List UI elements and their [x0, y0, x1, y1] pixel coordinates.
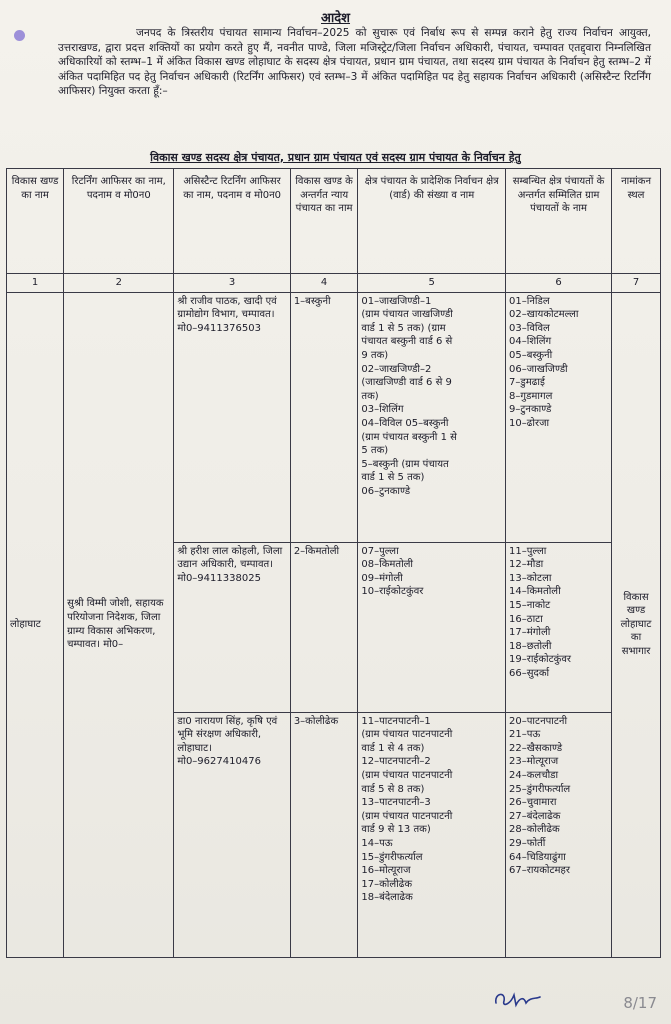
ward-line: तक): [361, 390, 379, 402]
bullet-dot: [14, 30, 25, 41]
village-line: 19–राईकोटकुंवर: [509, 654, 571, 666]
ward-line: वार्ड 9 से 13 तक): [361, 824, 431, 836]
ward-line: 08–किमतोली: [361, 559, 414, 571]
ward-line: (ग्राम पंचायत पाटनपाटनी: [361, 729, 453, 741]
village-line: 66–सुदर्का: [509, 667, 550, 679]
village-line: 05–बस्कुनी: [509, 349, 553, 361]
intro-line: पद हेतु सहायक निर्वाचन अधिकारी (असिस्टैन्ट रिटर्निंग आफिसर) नियुक्त करता हूँ:–: [58, 70, 651, 98]
aro-mobile: मो0–9411376503: [177, 322, 261, 334]
ward-line: 17–कोलीढेक: [361, 878, 413, 890]
ward-list-cell: [358, 292, 506, 542]
column-header: नामांकन स्थल: [612, 169, 661, 274]
village-line: 04–शिलिंग: [509, 336, 552, 348]
ward-line: 03–शिलिंग: [361, 404, 404, 416]
village-line: 14–किमतोली: [509, 586, 561, 598]
ward-line: 13–पाटनपाटनी–3: [361, 797, 431, 809]
signature: [490, 985, 550, 1011]
table-subheading: विकास खण्ड सदस्य क्षेत्र पंचायत, प्रधान ग्राम पंचायत एवं सदस्य ग्राम पंचायत के निर्वाचन हेतु: [150, 151, 521, 164]
village-line: 9–टुनकाण्डे: [509, 404, 552, 416]
column-number: 7: [612, 274, 661, 293]
village-line: 8–गुडमागल: [509, 390, 553, 402]
ward-line: पंचायत बस्कुनी वार्ड 6 से: [361, 336, 453, 348]
nomination-place-cell: विकास खण्ड लोहाघाट का सभागार: [612, 292, 661, 957]
village-line: 03–विविल: [509, 322, 550, 334]
village-line: 64–चिडियाढुंगा: [509, 851, 566, 863]
ward-line: 12–पाटनपाटनी–2: [361, 756, 431, 768]
ward-line: वार्ड 1 से 5 तक) (ग्राम: [361, 322, 446, 334]
village-line: 25–डुंगरीफर्त्याल: [509, 783, 571, 795]
ward-line: 06–टुनकाण्डे: [361, 485, 411, 497]
ward-line: (ग्राम पंचायत पाटनपाटनी: [361, 810, 453, 822]
officer-table: [6, 168, 661, 958]
village-line: 11–पुल्ला: [509, 545, 547, 557]
village-line: 22–खैसकाण्डे: [509, 742, 563, 754]
aro-cell: [174, 712, 290, 957]
intro-paragraph: [58, 26, 651, 99]
village-line: 15–नाकोट: [509, 599, 551, 611]
intro-line: कराने हेतु राज्य निर्वाचन आयुक्त, उत्तराखण्ड, द्वारा प्रदत्त शक्तियों का प्रयोग करते हुए मैं, नवनीत पाण्डे, जिला: [58, 27, 651, 54]
column-header: क्षेत्र पंचायत के प्रादेशिक निर्वाचन क्षेत्र (वार्ड) की संख्या व नाम: [358, 169, 506, 274]
ward-line: 01–जाखजिण्डी–1: [361, 295, 432, 307]
column-header: असिस्टैन्ट रिटर्निंग आफिसर का नाम, पदनाम व मो0न0: [174, 169, 290, 274]
column-header: विकास खण्ड का नाम: [7, 169, 64, 274]
aro-cell: [174, 542, 290, 712]
ward-line: (ग्राम पंचायत पाटनपाटनी: [361, 769, 453, 781]
column-number: 4: [290, 274, 358, 293]
column-number: 3: [174, 274, 290, 293]
ward-line: वार्ड 1 से 5 तक): [361, 472, 425, 484]
ward-line: 5 तक): [361, 445, 389, 457]
ward-list-cell: [358, 712, 506, 957]
village-line: 26–चुवामारा: [509, 797, 557, 809]
village-line: 20–पाटनपाटनी: [509, 715, 568, 727]
ward-line: 14–पऊ: [361, 837, 393, 849]
table-row: [7, 292, 661, 542]
ward-line: 15–डुंगरीफर्त्याल: [361, 851, 423, 863]
village-line: 02–खायकोटमल्ला: [509, 309, 579, 321]
village-line: 13–कोटला: [509, 572, 552, 584]
aro-name: श्री राजीव पाठक, खादी एवं ग्रामोद्योग विभाग, चम्पावत।: [177, 295, 277, 321]
village-line: 29–फोर्ती: [509, 837, 546, 849]
village-line: 21–पऊ: [509, 729, 541, 741]
ward-line: 18–बंदेलाढेक: [361, 892, 413, 904]
column-header: विकास खण्ड के अन्तर्गत न्याय पंचायत का नाम: [290, 169, 358, 274]
intro-line: जनपद के त्रिस्तरीय पंचायत सामान्य निर्वाचन–2025 को सुचारू एवं निर्बाध रूप से सम्पन्न: [136, 27, 508, 39]
village-line: 17–मंगोली: [509, 627, 551, 639]
ward-line: (जाखजिण्डी वार्ड 6 से 9: [361, 377, 452, 389]
aro-mobile: मो0–9411338025: [177, 572, 261, 584]
aro-name: श्री हरीश लाल कोहली, जिला उद्यान अधिकारी, चम्पावत।: [177, 545, 283, 571]
ward-line: 02–जाखजिण्डी–2: [361, 363, 432, 375]
village-line: 12–मौडा: [509, 559, 544, 571]
nyay-panchayat-cell: 2–किमतोली: [290, 542, 358, 712]
ward-line: 07–पुल्ला: [361, 545, 399, 557]
village-line: 27–बंदेलाढेक: [509, 810, 561, 822]
village-line: 01–निडिल: [509, 295, 550, 307]
ward-line: वार्ड 5 से 8 तक): [361, 783, 425, 795]
nyay-panchayat-cell: 3–कोलीढेक: [290, 712, 358, 957]
ward-line: 16–मोत्यूराज: [361, 865, 411, 877]
village-list-cell: [506, 542, 612, 712]
village-list-cell: [506, 292, 612, 542]
intro-line: विकास खण्ड लोहाघाट के सदस्य क्षेत्र पंचायत, प्रधान ग्राम पंचायत, तथा सदस्य ग्राम पंचायत के निर्वाचन हेतु: [195, 56, 605, 69]
village-line: 7–डुमढाई: [509, 377, 545, 389]
ward-line: 09–मंगोली: [361, 572, 403, 584]
page-indicator: 8/17: [623, 994, 657, 1012]
ward-line: (ग्राम पंचायत बस्कुनी 1 से: [361, 431, 457, 443]
nyay-panchayat-cell: 1–बस्कुनी: [290, 292, 358, 542]
village-line: 10–ढोरजा: [509, 417, 550, 429]
aro-name: डा0 नारायण सिंह, कृषि एवं भूमि संरक्षण अधिकारी, लोहाघाट।: [177, 715, 278, 754]
column-header: सम्बन्धित क्षेत्र पंचायतों के अन्तर्गत सम्मिलित ग्राम पंचायतों के नाम: [506, 169, 612, 274]
village-line: 23–मोत्यूराज: [509, 756, 559, 768]
order-heading: आदेश: [320, 11, 351, 26]
ward-line: 04–विविल 05–बस्कुनी: [361, 417, 449, 429]
intro-line: मजिस्ट्रेट/जिला निर्वाचन अधिकारी, पंचायत, चम्पावत एतद्द्वारा निम्नलिखित अधिकारियों को स्तम्भ–1 में अंकित: [58, 41, 651, 69]
ward-line: 5–बस्कुनी (ग्राम पंचायत: [361, 458, 449, 470]
village-line: 28–कोलीढेक: [509, 824, 560, 836]
column-header: रिटर्निंग आफिसर का नाम, पदनाम व मो0न0: [64, 169, 174, 274]
village-line: 18–छतोली: [509, 640, 552, 652]
column-number: 5: [358, 274, 506, 293]
aro-mobile: मो0–9627410476: [177, 756, 261, 768]
ward-line: (ग्राम पंचायत जाखजिण्डी: [361, 309, 453, 321]
ward-line: 10–राईकोटकुंवर: [361, 586, 424, 598]
aro-cell: [174, 292, 290, 542]
column-number: 2: [64, 274, 174, 293]
column-number-row: [7, 274, 661, 293]
village-line: 24–कलचौडा: [509, 769, 559, 781]
returning-officer-cell: सुश्री विम्मी जोशी, सहायक परियोजना निदेशक, जिला ग्राम्य विकास अभिकरण, चम्पावत। मो0–: [64, 292, 174, 957]
block-name-cell: लोहाघाट: [7, 292, 64, 957]
ward-line: 9 तक): [361, 349, 389, 361]
ward-list-cell: [358, 542, 506, 712]
village-line: 16–ठाटा: [509, 613, 543, 625]
intro-line: स्तम्भ–2 में अंकित पदामिहित पद हेतु निर्वाचन अधिकारी (रिटर्निंग आफिसर) एवं स्तम्भ–3 में अंकित पदामिहित: [58, 56, 652, 83]
ward-line: वार्ड 1 से 4 तक): [361, 742, 425, 754]
column-number: 1: [7, 274, 64, 293]
village-line: 06–जाखजिण्डी: [509, 363, 568, 375]
village-list-cell: [506, 712, 612, 957]
ward-line: 11–पाटनपाटनी–1: [361, 715, 431, 727]
village-line: 67–रायकोटमहर: [509, 865, 570, 877]
table-header-row: [7, 169, 661, 274]
column-number: 6: [506, 274, 612, 293]
